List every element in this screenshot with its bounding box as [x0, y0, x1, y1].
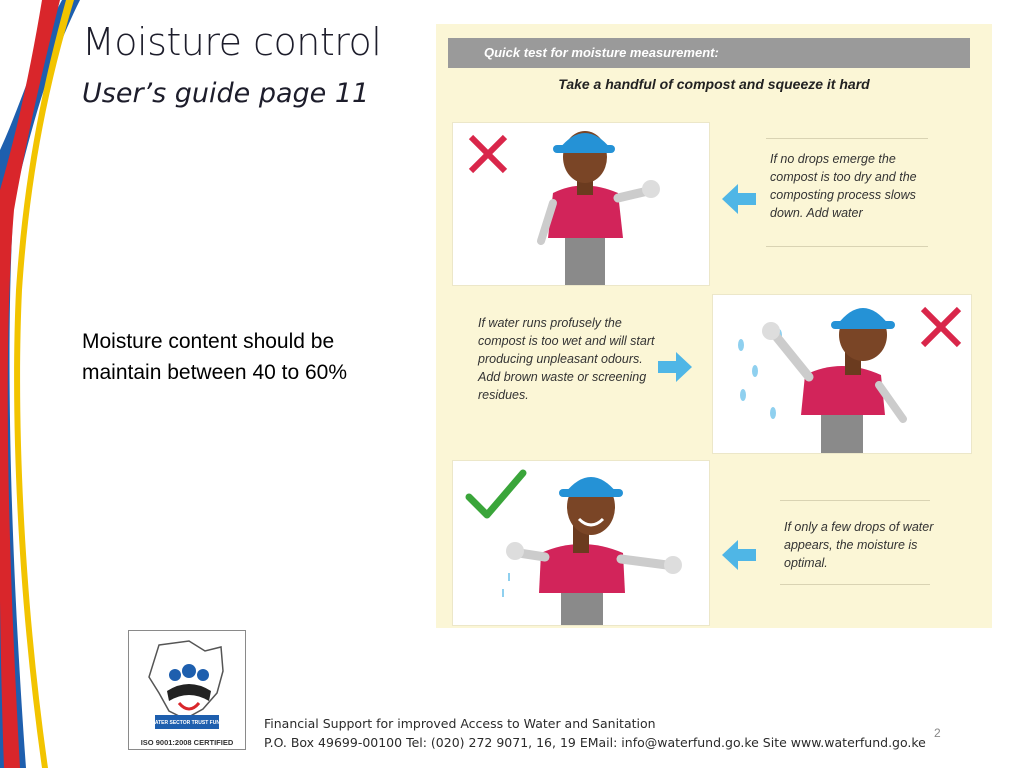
footer-line-1: Financial Support for improved Access to Water and Sanitation: [264, 716, 656, 731]
red-x-icon: [471, 137, 505, 171]
note-too-dry: If no drops emerge the compost is too dry and the composting process slows down. Add water: [770, 152, 917, 220]
body-text: Moisture content should be maintain between 40 to 60%: [82, 330, 348, 384]
panel-too-wet: [712, 294, 972, 454]
note-rule: [780, 500, 930, 501]
worker-figure: [762, 308, 903, 453]
note-rule: [766, 246, 928, 247]
slide-title: Moisture control: [82, 20, 382, 64]
panel-too-dry: [452, 122, 710, 286]
note-optimal: If only a few drops of water appears, the moisture is optimal.: [784, 520, 934, 570]
worker-figure: [503, 477, 682, 625]
panel-optimal: [452, 460, 710, 626]
note-rule: [780, 584, 930, 585]
worker-figure: [541, 131, 660, 285]
moisture-test-illustration: [436, 24, 992, 628]
slide-subtitle: User’s guide page 11: [82, 78, 370, 109]
logo-label: WATER SECTOR TRUST FUND: [150, 720, 224, 726]
water-fund-logo: [128, 630, 246, 750]
red-x-icon: [923, 309, 959, 345]
note-too-wet: If water runs profusely the compost is too wet and will start producing unpleasant odours. Add brown waste or screening residues.: [478, 316, 655, 402]
footer-line-2: P.O. Box 49699-00100 Tel: (020) 272 9071, 16, 19 EMail: info@waterfund.go.ke Site www.waterfund.go.ke: [264, 735, 926, 750]
green-check-icon: [469, 473, 523, 515]
illustration-header: Quick test for moisture measurement:: [448, 38, 970, 68]
arrow-right-icon: [658, 352, 692, 382]
note-rule: [766, 138, 928, 139]
arrow-left-icon: [722, 540, 756, 570]
footer: [264, 714, 926, 752]
iso-certification: ISO 9001:2008 CERTIFIED: [140, 738, 234, 747]
page-number: 2: [934, 726, 941, 740]
decorative-swoosh: [0, 0, 80, 768]
illustration-instruction: Take a handful of compost and squeeze it hard: [558, 76, 870, 92]
arrow-left-icon: [722, 184, 756, 214]
